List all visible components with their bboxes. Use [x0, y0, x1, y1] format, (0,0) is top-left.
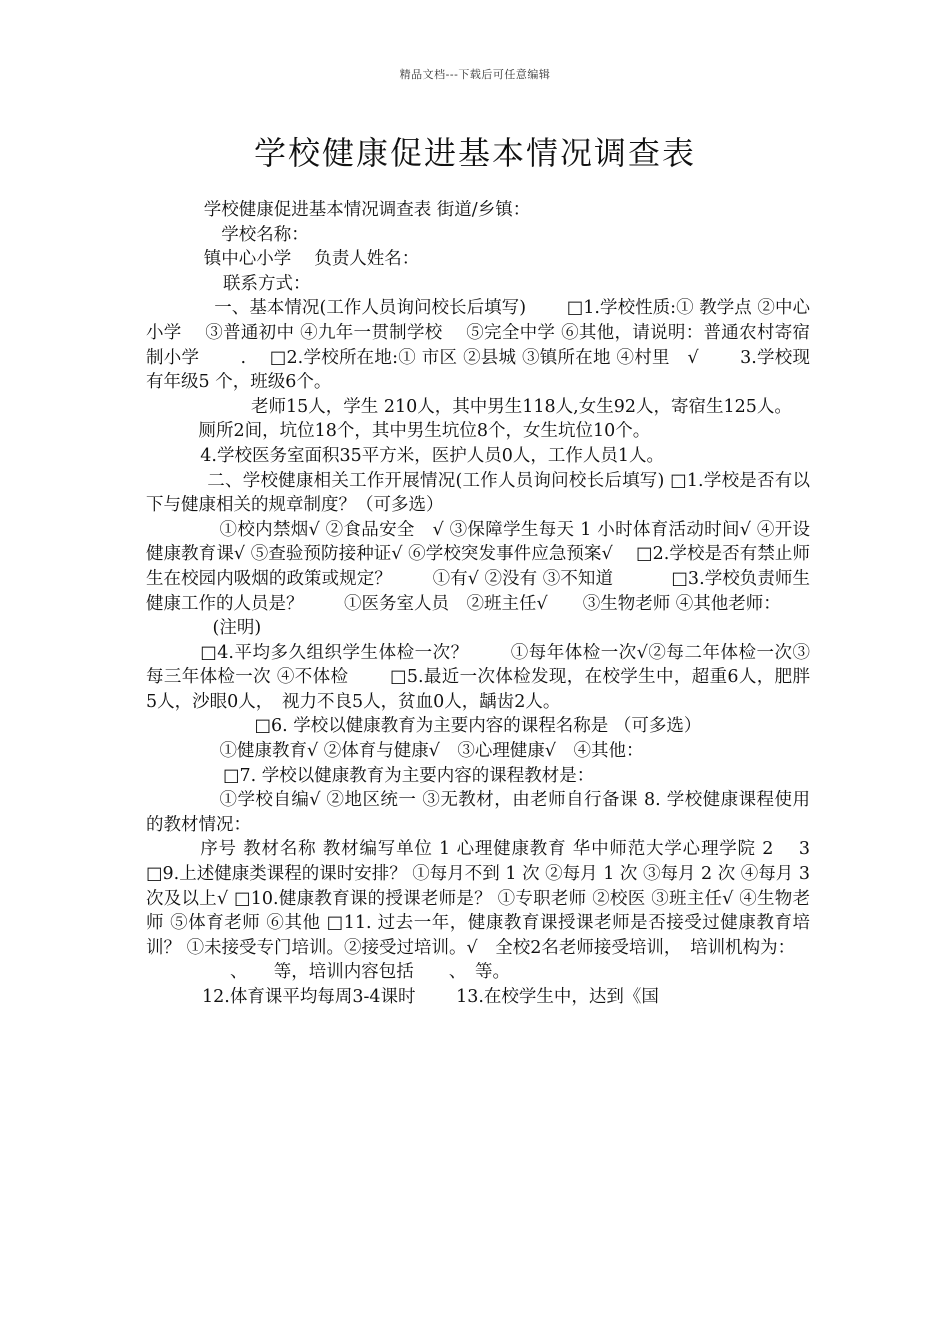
paragraph-basic-info: 一、基本情况(工作人员询问校长后填写) □1.学校性质:① 教学点 ②中心小学 ③普通初中 ④九年一贯制学校 ⑤完全中学 ⑥其他，请说明：普通农村寄宿制小学 . □2.学校所在地:① 市区 ②县城 ③镇所在地 ④村里 √ 3.学校现有年级5 个，班级6个。	[146, 298, 810, 393]
paragraph-regulations: ①校内禁烟√ ②食品安全 √ ③保障学生每天 1 小时体育活动时间√ ④开设健康教育课√ ⑤查验预防接种证√ ⑥学校突发事件应急预案√ □2.学校是否有禁止师生在校园内吸烟的政策或规定？ ①有√ ②没有 ③不知道 □3.学校负责师生健康工作的人员是？ ①医务室人员 ②班主任√ ③生物老师 ④其他老师：	[146, 519, 810, 614]
page-header: 精品文档---下载后可任意编辑	[399, 68, 551, 81]
paragraph-training: 、 等，培训内容包括 、 等。	[230, 962, 510, 983]
paragraph-textbook-list: 序号 教材名称 教材编写单位 1 心理健康教育 华中师范大学心理学院 2 3 □9.上述健康类课程的课时安排？ ①每月不到 1 次 ②每月 1 次 ③每月 2 次 ④每月 3 次及以上√ □10.健康教育课的授课老师是？ ①专职老师 ②校医 ③班主任√ ④生物老师 ⑤体育老师 ⑥其他 □11. 过去一年，健康教育课授课老师是否接受过健康教育培训？ ①未接受专门培训。②接受过培训。√ 全校2名老师接受培训， 培训机构为：	[146, 839, 845, 958]
paragraph-survey-heading: 学校健康促进基本情况调查表 街道/乡镇：	[203, 200, 531, 220]
paragraph-school-name: 学校名称：	[221, 224, 309, 245]
document-body	[146, 198, 845, 1010]
paragraph-course-name: □6. 学校以健康教育为主要内容的课程名称是 （可多选）	[254, 716, 702, 737]
paragraph-principal: 镇中心小学 负责人姓名：	[203, 249, 420, 270]
paragraph-section-two: 二、学校健康相关工作开展情况(工作人员询问校长后填写) □1.学校是否有以下与健康相关的规章制度？（可多选）	[146, 470, 810, 516]
paragraph-pe-hours: 12.体育课平均每周3-4课时 13.在校学生中，达到《国	[202, 987, 659, 1007]
document-title: 学校健康促进基本情况调查表	[253, 134, 696, 172]
paragraph-teachers-students: 老师15人，学生 210人，其中男生118人,女生92人，寄宿生125人。	[251, 396, 792, 417]
paragraph-toilets: 厕所2间，坑位18个，其中男生坑位8个，女生坑位10个。	[198, 421, 651, 442]
paragraph-course-options: ①健康教育√ ②体育与健康√ ③心理健康√ ④其他：	[219, 741, 644, 762]
paragraph-contact: 联系方式：	[223, 273, 311, 294]
paragraph-clinic: 4.学校医务室面积35平方米，医护人员0人，工作人员1人。	[200, 445, 664, 466]
paragraph-textbook-options: ①学校自编√ ②地区统一 ③无教材，由老师自行备课 8. 学校健康课程使用的教材情况：	[146, 790, 810, 835]
paragraph-physical-exam: □4.平均多久组织学生体检一次？ ①每年体检一次√②每二年体检一次③每三年体检一次 ④不体检 □5.最近一次体检发现，在校学生中，超重6人，肥胖 5人，沙眼0人， 视力不良5人，贫血0人，龋齿2人。	[146, 642, 810, 712]
paragraph-note: (注明)	[212, 618, 262, 639]
paragraph-textbook-question: □7. 学校以健康教育为主要内容的课程教材是：	[223, 765, 595, 786]
